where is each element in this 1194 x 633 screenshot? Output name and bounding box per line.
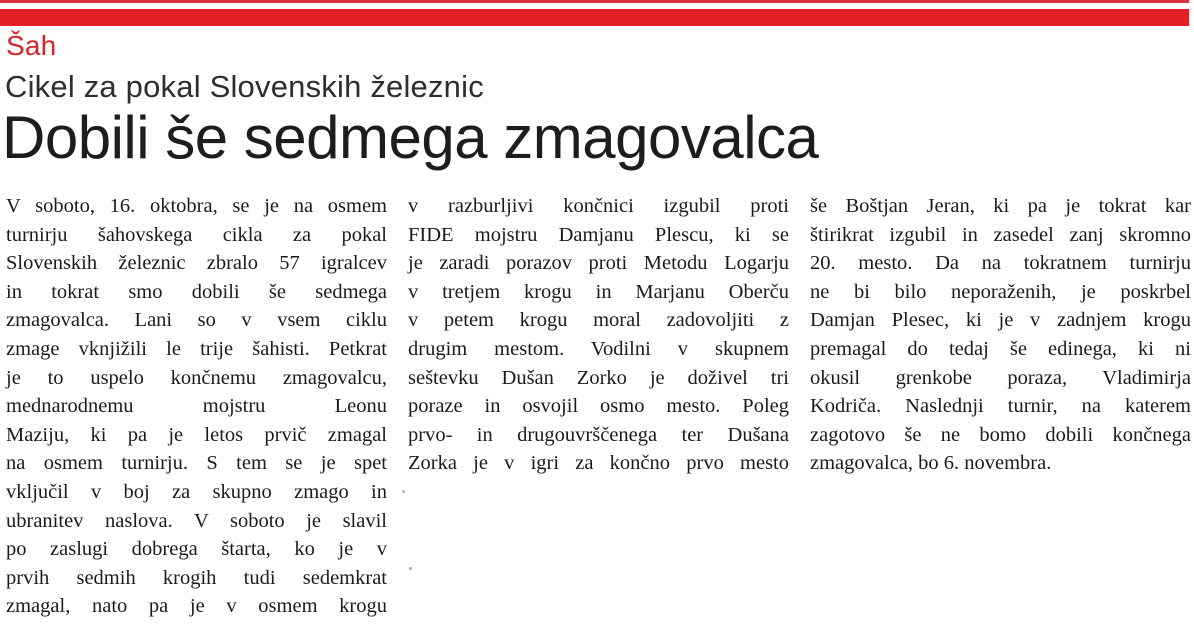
section-label: Šah (6, 30, 57, 61)
scan-speck (409, 567, 412, 570)
body-line: seštevku Dušan Zorko je doživel tri (408, 366, 789, 389)
body-line: štirikrat izgubil in zasedel zanj skromno (810, 223, 1191, 246)
body-line: zmagovalca. Lani so v vsem ciklu (6, 309, 387, 332)
body-line: FIDE mojstru Damjanu Plescu, ki se (408, 223, 789, 246)
body-line: in tokrat smo dobili še sedmega (6, 280, 387, 303)
article-body (6, 192, 1189, 621)
body-line: prvo- in drugouvrščenega ter Dušana (408, 423, 789, 446)
body-line: mednarodnemu mojstru Leonu (6, 395, 387, 418)
body-line: po zaslugi dobrega štarta, ko je v (6, 538, 387, 561)
body-line: Maziju, ki pa je letos prvič zmagal (6, 423, 387, 446)
body-line: zmagovalca, bo 6. novembra. (810, 452, 1052, 475)
body-line: še Boštjan Jeran, ki pa je tokrat kar (810, 195, 1191, 217)
article-subtitle: Cikel za pokal Slovenskih železnic (5, 69, 484, 104)
scan-speck (402, 490, 405, 493)
body-line: Zorka je v igri za končno prvo mesto (408, 452, 789, 475)
body-line: drugim mestom. Vodilni v skupnem (408, 337, 789, 360)
body-line: ne bi bilo neporaženih, je poskrbel (810, 280, 1191, 303)
body-line: turnirju šahovskega cikla za pokal (6, 223, 387, 246)
top-red-bar (0, 9, 1189, 26)
body-line: na osmem turnirju. S tem se je spet (6, 452, 387, 475)
body-line: ubranitev naslova. V soboto je slavil (6, 509, 387, 532)
body-column-3 (810, 192, 1191, 621)
body-line: v tretjem krogu in Marjanu Oberču (408, 280, 789, 303)
body-line: v petem krogu moral zadovoljiti z (408, 309, 789, 332)
body-line: 20. mesto. Da na tokratnem turnirju (810, 252, 1191, 275)
body-line: Kodriča. Naslednji turnir, na katerem (810, 395, 1191, 418)
top-thin-rule (0, 0, 1189, 3)
body-line: Slovenskih železnic zbralo 57 igralcev (6, 252, 387, 275)
body-line: zagotovo še ne bomo dobili končnega (810, 423, 1191, 446)
body-line: V soboto, 16. oktobra, se je na osmem (6, 195, 387, 217)
body-line: Damjan Plesec, ki je v zadnjem krogu (810, 309, 1191, 332)
body-column-2 (408, 192, 789, 621)
body-line: vključil v boj za skupno zmago in (6, 480, 387, 503)
body-line: okusil grenkobe poraza, Vladimirja (810, 366, 1191, 389)
body-line: je zaradi porazov proti Metodu Logarju (408, 252, 789, 275)
article-headline: Dobili še sedmega zmagovalca (2, 104, 819, 171)
body-line: prvih sedmih krogih tudi sedemkrat (6, 566, 387, 589)
body-column-1 (6, 192, 387, 621)
body-line: zmage vknjižili le trije šahisti. Petkrat (6, 337, 387, 360)
body-line: v razburljivi končnici izgubil proti (408, 195, 789, 217)
body-line: je to uspelo končnemu zmagovalcu, (6, 366, 387, 389)
body-line: premagal do tedaj še edinega, ki ni (810, 337, 1191, 360)
body-line: zmagal, nato pa je v osmem krogu (6, 595, 387, 618)
body-line: poraze in osvojil osmo mesto. Poleg (408, 395, 789, 418)
